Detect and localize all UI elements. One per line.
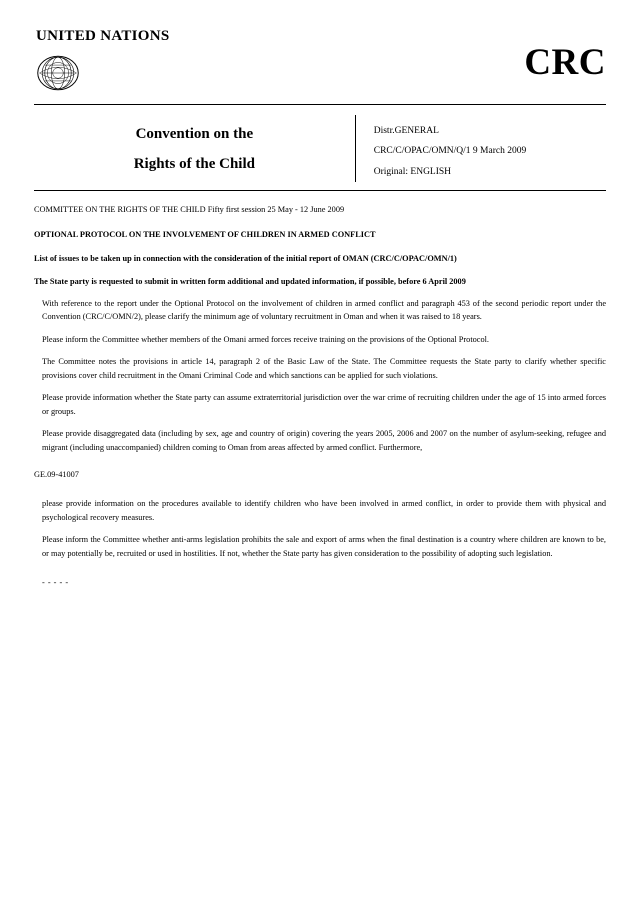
paragraph-7: Please inform the Committee whether anti-arms legislation prohibits the sale and export of arms when the final destination is a country where children are known to be, or may potentially be, recruited or used in hostilities. If not, whether the State party has given consideration to the possibility of adopting such legislation. bbox=[42, 535, 606, 558]
document-symbol: GE.09-41007 bbox=[34, 469, 79, 479]
committee-session-line: COMMITTEE ON THE RIGHTS OF THE CHILD Fifty first session 25 May - 12 June 2009 bbox=[34, 205, 345, 215]
organization-name: UNITED NATIONS bbox=[36, 28, 170, 44]
paragraph-4: Please provide information whether the State party can assume extraterritorial jurisdiction over the war crime of recruiting children under the age of 15 into armed forces or groups. bbox=[42, 393, 606, 416]
document-meta bbox=[355, 115, 606, 182]
meta-distribution: Distr.GENERAL bbox=[373, 126, 439, 136]
masthead bbox=[34, 28, 606, 102]
convention-title bbox=[34, 115, 355, 182]
convention-title-line1: Convention on the bbox=[135, 126, 254, 142]
document-code: CRC bbox=[524, 42, 606, 83]
list-of-issues-heading: List of issues to be taken up in connection with the consideration of the initial report of OMAN (CRC/C/OPAC/OMN/1) bbox=[34, 254, 457, 264]
title-block bbox=[34, 105, 606, 190]
end-marker: - - - - - bbox=[42, 578, 69, 588]
un-emblem-icon bbox=[36, 51, 80, 95]
meta-original-language: Original: ENGLISH bbox=[373, 166, 452, 177]
paragraph-1: With reference to the report under the Optional Protocol on the involvement of children in armed conflict and paragraph 453 of the second periodic report under the Convention (CRC/C/OMN/2), please clarify the minimum age of voluntary recruitment in Oman and when it was raised to 18 years. bbox=[42, 299, 606, 322]
paragraph-6: please provide information on the procedures available to identify children who have been involved in armed conflict, in order to provide them with physical and psychological recovery measures. bbox=[42, 499, 606, 522]
paragraph-2: Please inform the Committee whether members of the Omani armed forces receive training on the provisions of the Optional Protocol. bbox=[42, 334, 489, 344]
meta-symbol-date: CRC/C/OPAC/OMN/Q/1 9 March 2009 bbox=[373, 146, 527, 157]
protocol-heading: OPTIONAL PROTOCOL ON THE INVOLVEMENT OF CHILDREN IN ARMED CONFLICT bbox=[34, 229, 376, 239]
state-party-request: The State party is requested to submit in written form additional and updated information, if possible, before 6 April 2009 bbox=[34, 276, 466, 286]
convention-title-line2: Rights of the Child bbox=[133, 156, 255, 172]
paragraph-5: Please provide disaggregated data (including by sex, age and country of origin) covering the years 2005, 2006 and 2007 on the number of asylum-seeking, refugee and migrant (including unaccompanied) children coming to Oman from areas affected by armed conflict. Furthermore, bbox=[42, 429, 606, 452]
paragraph-3: The Committee notes the provisions in article 14, paragraph 2 of the Basic Law of the State. The Committee requests the State party to clarify whether specific provisions cover child recruitment in the Omani Criminal Code and which sanctions can be applied for such violations. bbox=[42, 357, 606, 380]
document-body bbox=[34, 191, 606, 589]
